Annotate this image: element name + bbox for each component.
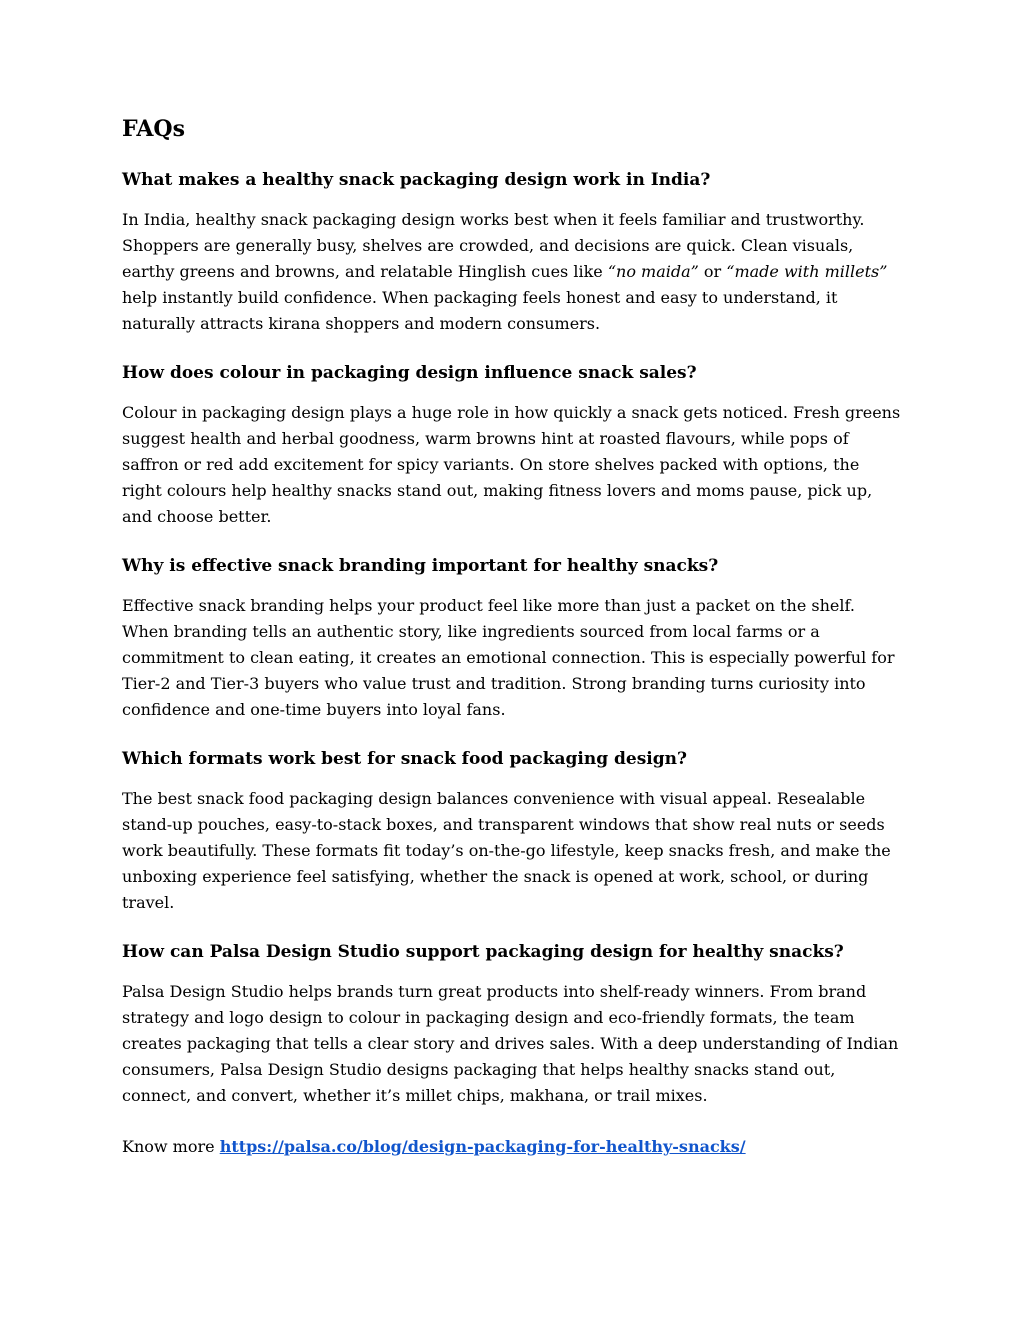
answer-italic-segment: “made with millets” (726, 261, 888, 281)
faq-answer (122, 786, 902, 916)
faq-item (122, 748, 902, 916)
answer-text-segment: The best snack food packaging design balances convenience with visual appeal. Resealable stand-up pouches, easy-to-stack boxes, and transparent windows that show real nuts or seeds work beautifully. These formats fit today’s on-the-go lifestyle, keep snacks fresh, and make the unboxing experience feel satisfying, whether the snack is opened at work, school, or during travel. (122, 788, 891, 912)
answer-text-segment: help instantly build confidence. When packaging feels honest and easy to understand, it naturally attracts kirana shoppers and modern consumers. (122, 287, 838, 333)
faq-question: What makes a healthy snack packaging design work in India? (122, 169, 711, 190)
know-more-label: Know more (122, 1136, 220, 1156)
faq-answer (122, 207, 902, 337)
page-title: FAQs (122, 116, 185, 142)
answer-text-segment: or (698, 261, 727, 281)
faq-list (122, 169, 902, 1109)
answer-text-segment: Colour in packaging design plays a huge role in how quickly a snack gets noticed. Fresh greens suggest health and herbal goodness, warm browns hint at roasted flavours, while pops of saffron or red add excitement for spicy variants. On store shelves packed with options, the right colours help healthy snacks stand out, making fitness lovers and moms pause, pick up, and choose better. (122, 402, 901, 526)
answer-italic-segment: “no maida” (607, 261, 699, 281)
faq-question: Which formats work best for snack food packaging design? (122, 748, 687, 769)
document-page (122, 116, 902, 1160)
faq-question: How does colour in packaging design influence snack sales? (122, 362, 697, 383)
faq-answer (122, 593, 902, 723)
faq-item (122, 362, 902, 530)
faq-answer (122, 979, 902, 1109)
answer-text-segment: In India, healthy snack packaging design works best when it feels familiar and trustworthy. Shoppers are generally busy, shelves are crowded, and decisions are quick. Clean visuals, earthy greens and browns, and relatable Hinglish cues like (122, 209, 865, 281)
faq-question: How can Palsa Design Studio support packaging design for healthy snacks? (122, 941, 844, 962)
answer-text-segment: Effective snack branding helps your product feel like more than just a packet on the shelf. When branding tells an authentic story, like ingredients sourced from local farms or a commitment to clean eating, it creates an emotional connection. This is especially powerful for Tier-2 and Tier-3 buyers who value trust and tradition. Strong branding turns curiosity into confidence and one-time buyers into loyal fans. (122, 595, 895, 719)
faq-item (122, 941, 902, 1109)
faq-question: Why is effective snack branding important for healthy snacks? (122, 555, 719, 576)
faq-item (122, 555, 902, 723)
faq-item (122, 169, 902, 337)
faq-answer (122, 400, 902, 530)
blog-link[interactable]: https://palsa.co/blog/design-packaging-for-healthy-snacks/ (219, 1136, 746, 1156)
know-more-line (122, 1134, 902, 1160)
answer-text-segment: Palsa Design Studio helps brands turn great products into shelf-ready winners. From brand strategy and logo design to colour in packaging design and eco-friendly formats, the team creates packaging that tells a clear story and drives sales. With a deep understanding of Indian consumers, Palsa Design Studio designs packaging that helps healthy snacks stand out, connect, and convert, whether it’s millet chips, makhana, or trail mixes. (122, 981, 899, 1105)
